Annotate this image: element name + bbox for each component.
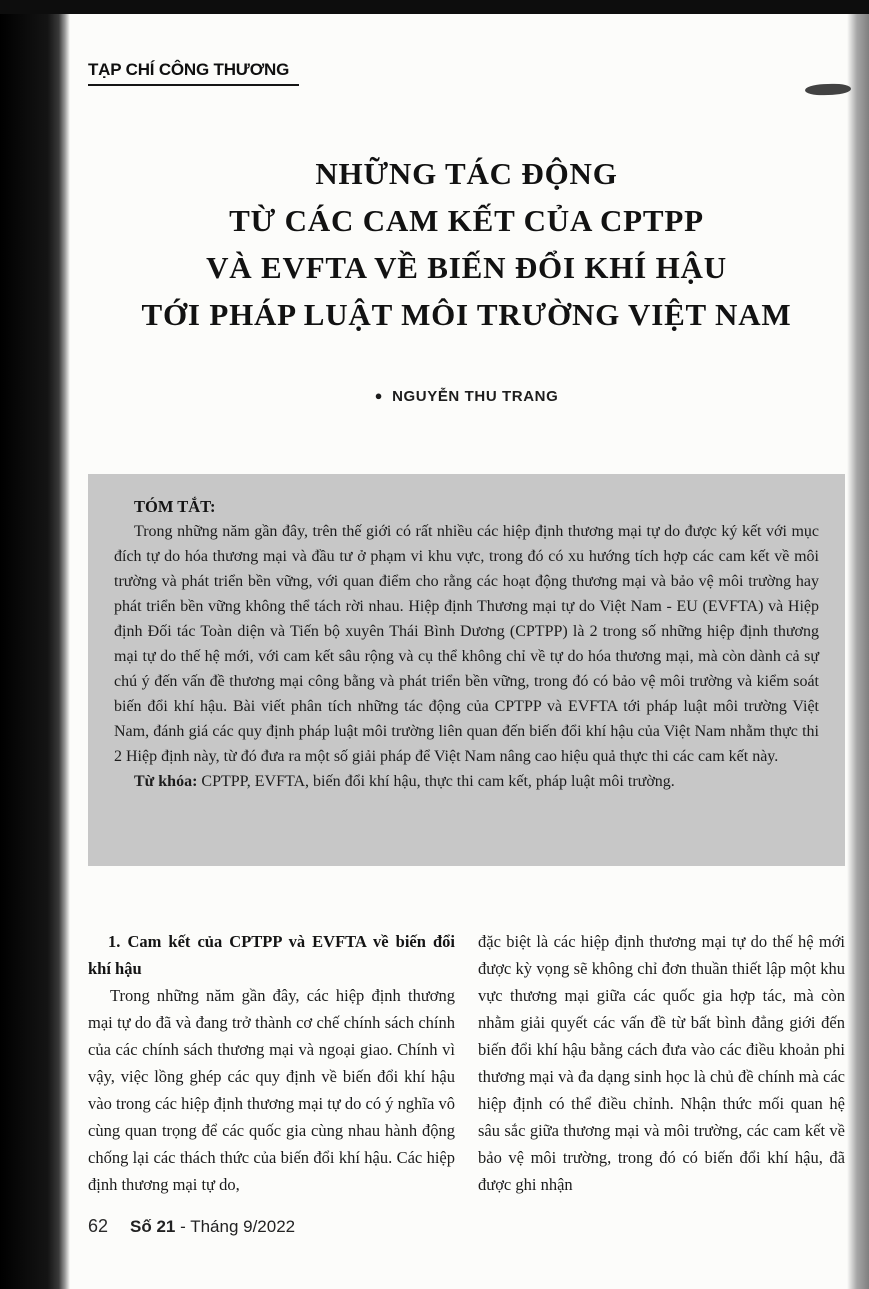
article-columns bbox=[88, 928, 845, 1198]
scan-edge-top bbox=[0, 0, 869, 14]
abstract-heading: TÓM TẮT: bbox=[134, 497, 216, 516]
column-left bbox=[88, 928, 455, 1198]
article-title-line-1: NHỮNG TÁC ĐỘNG bbox=[315, 156, 618, 191]
issue-info bbox=[130, 1217, 295, 1237]
page-content bbox=[88, 0, 845, 1289]
abstract-keywords bbox=[114, 769, 819, 794]
page-footer bbox=[88, 1216, 295, 1237]
scan-edge-left bbox=[0, 0, 70, 1289]
scan-edge-right bbox=[847, 0, 869, 1289]
keywords-text: CPTPP, EVFTA, biến đổi khí hậu, thực thi cam kết, pháp luật môi trường. bbox=[197, 773, 675, 790]
column-right bbox=[478, 928, 845, 1198]
article-title bbox=[88, 150, 845, 338]
section-1-heading: 1. Cam kết của CPTPP và EVFTA về biến đổi khí hậu bbox=[88, 932, 455, 978]
journal-name: TẠP CHÍ CÔNG THƯƠNG bbox=[88, 60, 299, 86]
article-title-line-2: TỪ CÁC CAM KẾT CỦA CPTPP bbox=[229, 203, 704, 238]
author-name: NGUYỄN THU TRANG bbox=[392, 388, 559, 405]
author-line bbox=[88, 388, 845, 405]
page-number: 62 bbox=[88, 1216, 109, 1236]
abstract-body: Trong những năm gần đây, trên thế giới có rất nhiều các hiệp định thương mại tự do được ký kết với mục đích tự do hóa thương mại và đầu tư ở phạm vi khu vực, trong đó có xu hướng tích hợp các cam kết về môi trường và phát triển bền vững, với quan điểm cho rằng các hoạt động thương mại và bảo vệ môi trường hay phát triển bền vững không thể tách rời nhau. Hiệp định Thương mại tự do Việt Nam - EU (EVFTA) và Hiệp định Đối tác Toàn diện và Tiến bộ xuyên Thái Bình Dương (CPTPP) là 2 trong số những hiệp định thương mại tự do thế hệ mới, với cam kết sâu rộng và cụ thể không chỉ về tự do hóa thương mại, mà còn dành cả sự chú ý đến vấn đề thương mại công bằng và phát triển bền vững, trong đó có bảo vệ môi trường và kiểm soát biến đổi khí hậu. Bài viết phân tích những tác động của CPTPP và EVFTA tới pháp luật môi trường Việt Nam, đánh giá các quy định pháp luật môi trường liên quan đến biến đổi khí hậu của Việt Nam nhằm thực thi 2 Hiệp định này, từ đó đưa ra một số giải pháp để Việt Nam nâng cao hiệu quả thực thi các cam kết này. bbox=[114, 523, 819, 765]
journal-masthead bbox=[88, 60, 299, 86]
issue-number: Số 21 bbox=[130, 1217, 176, 1236]
issue-date: - Tháng 9/2022 bbox=[175, 1217, 296, 1236]
keywords-label: Từ khóa: bbox=[134, 773, 198, 790]
abstract-box bbox=[88, 474, 845, 866]
left-column-paragraph: Trong những năm gần đây, các hiệp định thương mại tự do đã và đang trở thành cơ chế chính sách chính của các chính sách thương mại và ngoại giao. Chính vì vậy, việc lồng ghép các quy định về biến đổi khí hậu vào trong các hiệp định thương mại tự do có ý nghĩa vô cùng quan trọng để các quốc gia cùng nhau hành động chống lại các thách thức của biến đổi khí hậu. Các hiệp định thương mại tự do, bbox=[88, 986, 455, 1194]
right-column-paragraph: đặc biệt là các hiệp định thương mại tự do thế hệ mới được kỳ vọng sẽ không chỉ đơn thuần thiết lập một khu vực thương mại giữa các quốc gia hợp tác, mà còn nhằm giải quyết các vấn đề từ bất bình đẳng giới đến biến đổi khí hậu bằng cách đưa vào các điều khoản phi thương mại và đa dạng sinh học là chủ đề chính mà các hiệp định có thể điều chỉnh. Nhận thức mối quan hệ sâu sắc giữa thương mại và môi trường, các cam kết về bảo vệ môi trường, trong đó có biến đổi khí hậu, đã được ghi nhận bbox=[478, 932, 845, 1194]
article-title-line-4: TỚI PHÁP LUẬT MÔI TRƯỜNG VIỆT NAM bbox=[141, 297, 792, 332]
author-bullet-icon: ● bbox=[374, 388, 384, 403]
article-title-line-3: VÀ EVFTA VỀ BIẾN ĐỔI KHÍ HẬU bbox=[206, 250, 727, 285]
